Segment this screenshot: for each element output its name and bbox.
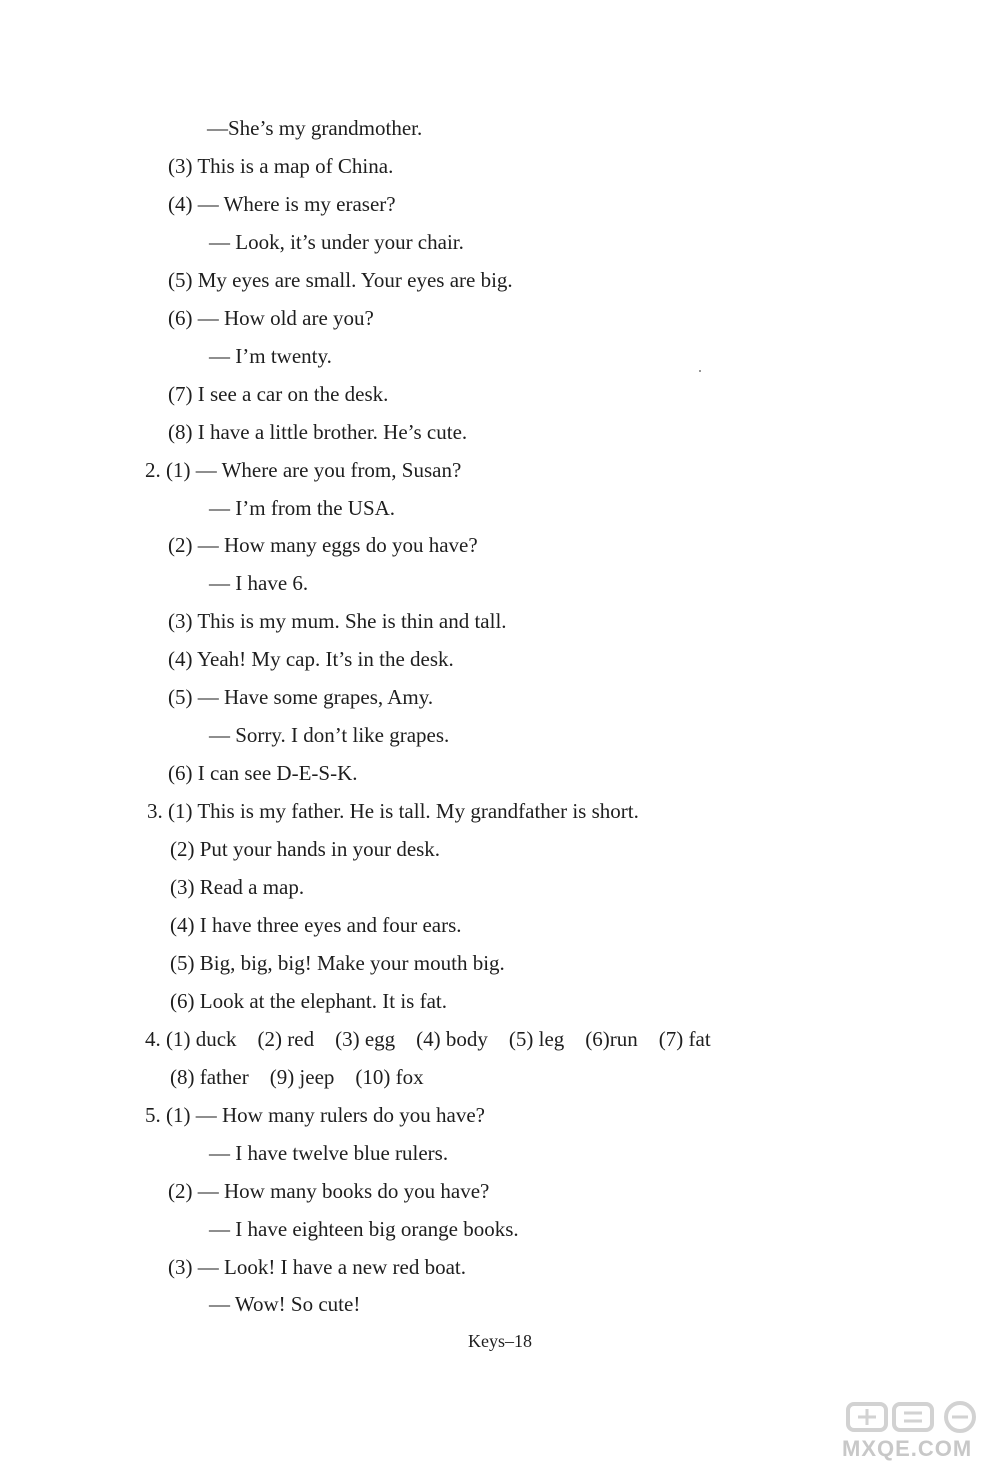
answer-line: (7) I see a car on the desk. (168, 382, 389, 406)
answer-line: — I’m from the USA. (209, 496, 396, 520)
answer-line: (8) father (9) jeep (10) fox (170, 1065, 424, 1089)
answer-line: (5) Big, big, big! Make your mouth big. (170, 951, 505, 975)
answer-line: (8) I have a little brother. He’s cute. (168, 420, 468, 444)
answer-line: (3) This is my mum. She is thin and tall. (168, 609, 507, 633)
answer-line: (4) Yeah! My cap. It’s in the desk. (168, 647, 454, 671)
answer-line: (4) I have three eyes and four ears. (170, 913, 462, 937)
answer-line: 3. (1) This is my father. He is tall. My grandfather is short. (147, 799, 639, 823)
page-footer: Keys–18 (468, 1331, 532, 1351)
answer-line: — I have twelve blue rulers. (209, 1141, 449, 1165)
answer-line: (6) Look at the elephant. It is fat. (170, 989, 447, 1013)
site-watermark (842, 1400, 992, 1462)
answer-line: — I’m twenty. (209, 344, 332, 368)
scan-speck (699, 370, 701, 372)
answer-line: — Sorry. I don’t like grapes. (209, 723, 450, 747)
answer-line: — I have 6. (209, 571, 309, 595)
answer-line: —She’s my grandmother. (207, 116, 423, 140)
answer-line: 4. (1) duck (2) red (3) egg (4) body (5) leg (6)run (7) fat (145, 1027, 711, 1051)
answer-line: — Wow! So cute! (209, 1292, 361, 1316)
answer-line: (6) I can see D-E-S-K. (168, 761, 358, 785)
answer-line: (3) Read a map. (170, 875, 305, 899)
answer-line: (5) — Have some grapes, Amy. (168, 685, 434, 709)
watermark-logo-icon (846, 1400, 986, 1434)
answer-line: (5) My eyes are small. Your eyes are big. (168, 268, 513, 292)
answer-line: (6) — How old are you? (168, 306, 374, 330)
answer-line: (3) — Look! I have a new red boat. (168, 1255, 466, 1279)
watermark-site-text: MXQE.COM (842, 1436, 973, 1461)
answer-line: 2. (1) — Where are you from, Susan? (145, 458, 462, 482)
answer-line: (2) — How many books do you have? (168, 1179, 490, 1203)
answer-line: (4) — Where is my eraser? (168, 192, 396, 216)
answer-line: — Look, it’s under your chair. (209, 230, 464, 254)
answer-line: 5. (1) — How many rulers do you have? (145, 1103, 485, 1127)
answer-line: (2) — How many eggs do you have? (168, 533, 478, 557)
answer-line: — I have eighteen big orange books. (209, 1217, 519, 1241)
answer-line: (3) This is a map of China. (168, 154, 394, 178)
answer-line: (2) Put your hands in your desk. (170, 837, 441, 861)
